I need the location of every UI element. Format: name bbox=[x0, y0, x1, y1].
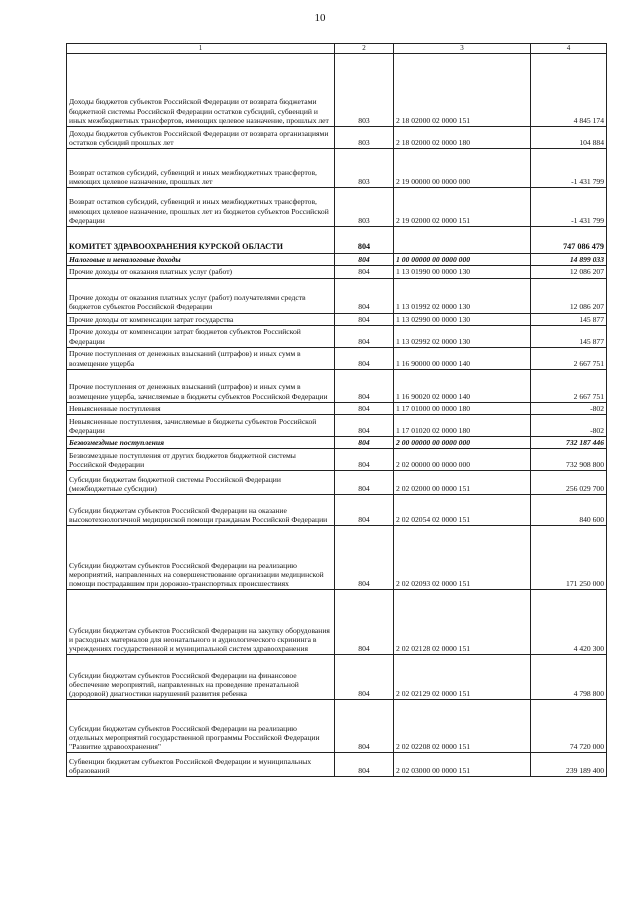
row-admin-code-cell: 803 bbox=[335, 54, 394, 127]
row-budget-code-cell: 1 00 00000 00 0000 000 bbox=[394, 254, 531, 266]
table-row bbox=[67, 415, 607, 437]
row-admin-code-cell: 803 bbox=[335, 188, 394, 227]
row-amount-cell: 256 029 700 bbox=[531, 471, 607, 495]
header-col-1: 1 bbox=[67, 44, 335, 54]
table-row bbox=[67, 402, 607, 414]
row-name-cell: Доходы бюджетов субъектов Российской Федерации от возврата организациями остатков субсидий прошлых лет bbox=[67, 127, 335, 149]
row-amount-cell: 732 908 800 bbox=[531, 449, 607, 471]
table-row bbox=[67, 369, 607, 402]
header-row bbox=[67, 44, 607, 54]
row-budget-code-cell: 2 02 02128 02 0000 151 bbox=[394, 590, 531, 655]
row-amount-cell: 145 877 bbox=[531, 313, 607, 325]
row-admin-code-cell: 803 bbox=[335, 127, 394, 149]
row-name-cell: Прочие поступления от денежных взысканий (штрафов) и иных сумм в возмещение ущерба bbox=[67, 347, 335, 369]
row-name-cell: Налоговые и неналоговые доходы bbox=[67, 254, 335, 266]
row-name-cell: Невыясненные поступления bbox=[67, 402, 335, 414]
row-budget-code-cell: 2 02 02000 00 0000 151 bbox=[394, 471, 531, 495]
row-admin-code-cell: 804 bbox=[335, 402, 394, 414]
row-name-cell: Субвенции бюджетам субъектов Российской Федерации и муниципальных образований bbox=[67, 753, 335, 777]
row-amount-cell: 2 667 751 bbox=[531, 369, 607, 402]
row-budget-code-cell: 2 02 02093 02 0000 151 bbox=[394, 526, 531, 590]
row-admin-code-cell: 804 bbox=[335, 325, 394, 347]
row-amount-cell: 840 600 bbox=[531, 495, 607, 526]
header-col-2: 2 bbox=[335, 44, 394, 54]
row-admin-code-cell: 803 bbox=[335, 149, 394, 188]
row-budget-code-cell: 2 02 02054 02 0000 151 bbox=[394, 495, 531, 526]
row-admin-code-cell: 804 bbox=[335, 495, 394, 526]
row-admin-code-cell: 804 bbox=[335, 471, 394, 495]
row-amount-cell: 4 420 300 bbox=[531, 590, 607, 655]
table-row bbox=[67, 471, 607, 495]
row-admin-code-cell: 804 bbox=[335, 590, 394, 655]
row-admin-code-cell: 804 bbox=[335, 415, 394, 437]
row-budget-code-cell: 2 00 00000 00 0000 000 bbox=[394, 437, 531, 449]
row-name-cell: Субсидии бюджетам субъектов Российской Федерации на реализацию отдельных мероприятий государственной программы Российской Федерации "Развитие здравоохранения" bbox=[67, 700, 335, 753]
table-row bbox=[67, 655, 607, 700]
row-budget-code-cell: 2 19 02000 02 0000 151 bbox=[394, 188, 531, 227]
row-admin-code-cell: 804 bbox=[335, 449, 394, 471]
row-name-cell: Возврат остатков субсидий, субвенций и иных межбюджетных трансфертов, имеющих целевое назначение, прошлых лет bbox=[67, 149, 335, 188]
table-row bbox=[67, 347, 607, 369]
row-admin-code-cell: 804 bbox=[335, 655, 394, 700]
row-amount-cell: 12 086 207 bbox=[531, 266, 607, 278]
row-admin-code-cell: 804 bbox=[335, 347, 394, 369]
row-amount-cell: 171 250 000 bbox=[531, 526, 607, 590]
row-name-cell: Прочие поступления от денежных взысканий (штрафов) и иных сумм в возмещение ущерба, зачисляемые в бюджеты субъектов Российской Федерации bbox=[67, 369, 335, 402]
row-name-cell: Прочие доходы от компенсации затрат бюджетов субъектов Российской Федерации bbox=[67, 325, 335, 347]
row-budget-code-cell: 2 18 02000 02 0000 151 bbox=[394, 54, 531, 127]
row-admin-code-cell: 804 bbox=[335, 266, 394, 278]
row-amount-cell: 2 667 751 bbox=[531, 347, 607, 369]
row-name-cell: КОМИТЕТ ЗДРАВООХРАНЕНИЯ КУРСКОЙ ОБЛАСТИ bbox=[67, 227, 335, 254]
page-number: 10 bbox=[314, 12, 326, 24]
table-row bbox=[67, 495, 607, 526]
table-row bbox=[67, 526, 607, 590]
row-name-cell: Доходы бюджетов субъектов Российской Федерации от возврата бюджетами бюджетной системы Российской Федерации остатков субсидий, субвенций и иных межбюджетных трансфертов, имеющих целевое назначение, прошлых лет bbox=[67, 54, 335, 127]
revenue-table bbox=[66, 43, 607, 777]
row-budget-code-cell: 1 17 01000 00 0000 180 bbox=[394, 402, 531, 414]
header-col-4: 4 bbox=[531, 44, 607, 54]
table-row bbox=[67, 266, 607, 278]
row-amount-cell: 747 086 479 bbox=[531, 227, 607, 254]
row-budget-code-cell: 2 19 00000 00 0000 000 bbox=[394, 149, 531, 188]
row-amount-cell: -802 bbox=[531, 415, 607, 437]
row-budget-code-cell: 2 02 02208 02 0000 151 bbox=[394, 700, 531, 753]
table-row bbox=[67, 149, 607, 188]
table-row bbox=[67, 590, 607, 655]
row-admin-code-cell: 804 bbox=[335, 753, 394, 777]
row-budget-code-cell: 1 13 02992 02 0000 130 bbox=[394, 325, 531, 347]
row-name-cell: Безвозмездные поступления от других бюджетов бюджетной системы Российской Федерации bbox=[67, 449, 335, 471]
row-name-cell: Субсидии бюджетам субъектов Российской Федерации на оказание высокотехнологичной медицинской помощи гражданам Российской Федерации bbox=[67, 495, 335, 526]
row-name-cell: Безвозмездные поступления bbox=[67, 437, 335, 449]
row-name-cell: Субсидии бюджетам субъектов Российской Федерации на финансовое обеспечение мероприятий, направленных на проведение пренатальной (дородовой) диагностики нарушений развития ребенка bbox=[67, 655, 335, 700]
row-name-cell: Невыясненные поступления, зачисляемые в бюджеты субъектов Российской Федерации bbox=[67, 415, 335, 437]
table-row bbox=[67, 227, 607, 254]
row-budget-code-cell: 1 16 90000 00 0000 140 bbox=[394, 347, 531, 369]
row-name-cell: Субсидии бюджетам субъектов Российской Федерации на реализацию мероприятий, направленных на совершенствование организации медицинской помощи пострадавшим при дорожно-транспортных происшествиях bbox=[67, 526, 335, 590]
row-amount-cell: -1 431 799 bbox=[531, 188, 607, 227]
table-row bbox=[67, 753, 607, 777]
row-admin-code-cell: 804 bbox=[335, 254, 394, 266]
row-amount-cell: 104 884 bbox=[531, 127, 607, 149]
row-admin-code-cell: 804 bbox=[335, 526, 394, 590]
row-name-cell: Прочие доходы от оказания платных услуг (работ) bbox=[67, 266, 335, 278]
header-col-3: 3 bbox=[394, 44, 531, 54]
table-row bbox=[67, 188, 607, 227]
table-row bbox=[67, 449, 607, 471]
table-row bbox=[67, 325, 607, 347]
row-admin-code-cell: 804 bbox=[335, 700, 394, 753]
row-amount-cell: 732 187 446 bbox=[531, 437, 607, 449]
table-row bbox=[67, 437, 607, 449]
row-amount-cell: -1 431 799 bbox=[531, 149, 607, 188]
row-budget-code-cell: 2 02 00000 00 0000 000 bbox=[394, 449, 531, 471]
row-budget-code-cell: 2 02 03000 00 0000 151 bbox=[394, 753, 531, 777]
table-row bbox=[67, 54, 607, 127]
row-admin-code-cell: 804 bbox=[335, 313, 394, 325]
row-amount-cell: 239 189 400 bbox=[531, 753, 607, 777]
table-row bbox=[67, 278, 607, 313]
row-budget-code-cell: 2 02 02129 02 0000 151 bbox=[394, 655, 531, 700]
row-amount-cell: 14 899 033 bbox=[531, 254, 607, 266]
table-row bbox=[67, 127, 607, 149]
table-row bbox=[67, 700, 607, 753]
row-budget-code-cell: 1 16 90020 02 0000 140 bbox=[394, 369, 531, 402]
row-amount-cell: 12 086 207 bbox=[531, 278, 607, 313]
row-admin-code-cell: 804 bbox=[335, 278, 394, 313]
table-row bbox=[67, 254, 607, 266]
row-budget-code-cell: 1 13 01990 00 0000 130 bbox=[394, 266, 531, 278]
row-admin-code-cell: 804 bbox=[335, 227, 394, 254]
row-admin-code-cell: 804 bbox=[335, 369, 394, 402]
row-name-cell: Возврат остатков субсидий, субвенций и иных межбюджетных трансфертов, имеющих целевое назначение, прошлых лет из бюджетов субъектов Российской Федерации bbox=[67, 188, 335, 227]
row-name-cell: Субсидии бюджетам субъектов Российской Федерации на закупку оборудования и расходных материалов для неонатального и аудиологического скрининга в учреждениях государственной и муниципальной систем здравоохранения bbox=[67, 590, 335, 655]
row-amount-cell: 4 845 174 bbox=[531, 54, 607, 127]
row-name-cell: Субсидии бюджетам бюджетной системы Российской Федерации (межбюджетные субсидии) bbox=[67, 471, 335, 495]
row-budget-code-cell: 1 13 02990 00 0000 130 bbox=[394, 313, 531, 325]
row-name-cell: Прочие доходы от компенсации затрат государства bbox=[67, 313, 335, 325]
table-row bbox=[67, 313, 607, 325]
row-budget-code-cell bbox=[394, 227, 531, 254]
row-amount-cell: 74 720 000 bbox=[531, 700, 607, 753]
row-budget-code-cell: 1 17 01020 02 0000 180 bbox=[394, 415, 531, 437]
row-amount-cell: 145 877 bbox=[531, 325, 607, 347]
row-amount-cell: -802 bbox=[531, 402, 607, 414]
row-name-cell: Прочие доходы от оказания платных услуг (работ) получателями средств бюджетов субъектов Российской Федерации bbox=[67, 278, 335, 313]
row-admin-code-cell: 804 bbox=[335, 437, 394, 449]
row-budget-code-cell: 2 18 02000 02 0000 180 bbox=[394, 127, 531, 149]
row-amount-cell: 4 798 800 bbox=[531, 655, 607, 700]
row-budget-code-cell: 1 13 01992 02 0000 130 bbox=[394, 278, 531, 313]
